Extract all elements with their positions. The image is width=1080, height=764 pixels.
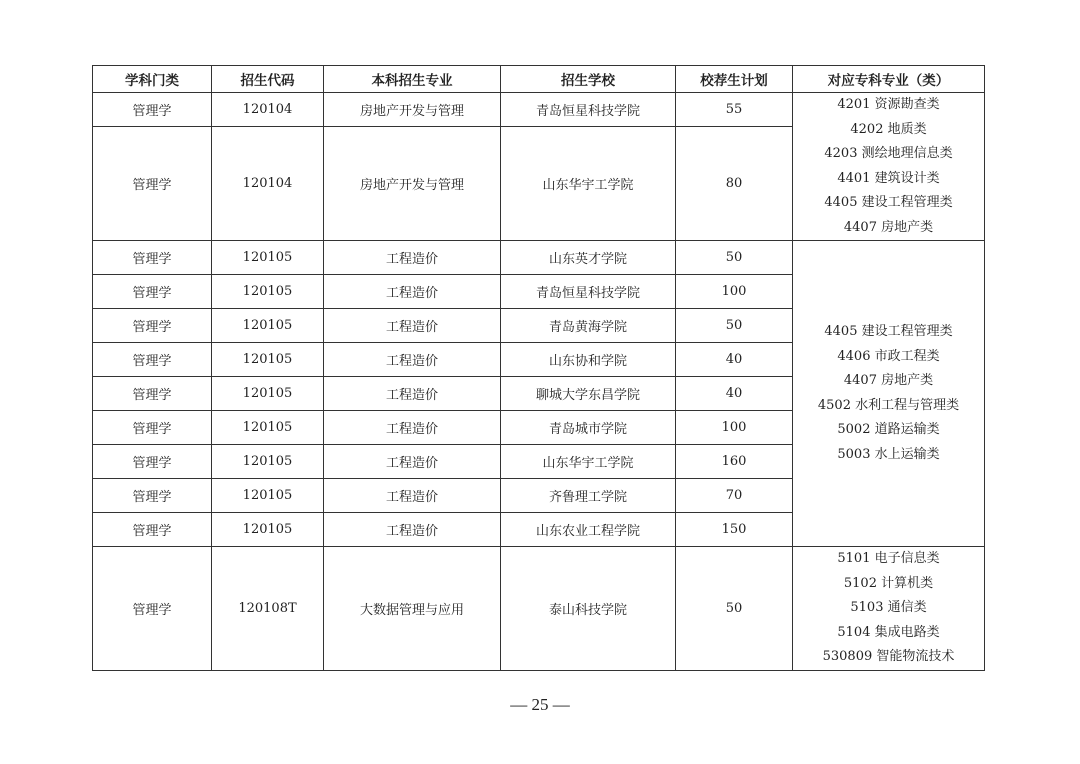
mapped-major: 4201 资源勘查类 (837, 97, 940, 112)
code-cell: 120105 (212, 445, 324, 479)
category-cell: 管理学 (93, 513, 212, 547)
page-number: — 25 — (510, 695, 570, 714)
header-category: 学科门类 (93, 66, 212, 93)
mapped-majors-cell (793, 547, 985, 671)
code-cell: 120105 (212, 309, 324, 343)
category-cell: 管理学 (93, 93, 212, 127)
mapped-major: 4405 建设工程管理类 (824, 195, 953, 210)
code-cell: 120105 (212, 241, 324, 275)
enrollment-table (92, 65, 985, 671)
plan-cell: 160 (676, 445, 793, 479)
major-cell: 工程造价 (324, 411, 501, 445)
school-cell: 青岛恒星科技学院 (501, 275, 676, 309)
school-cell: 齐鲁理工学院 (501, 479, 676, 513)
code-cell: 120105 (212, 513, 324, 547)
header-mapped-majors: 对应专科专业（类） (793, 66, 985, 93)
mapped-major: 4406 市政工程类 (837, 348, 940, 364)
mapped-major: 4407 房地产类 (843, 219, 934, 235)
header-code: 招生代码 (212, 66, 324, 93)
category-cell: 管理学 (93, 343, 212, 377)
table-row (93, 547, 985, 671)
school-cell: 青岛恒星科技学院 (501, 93, 676, 127)
code-cell: 120105 (212, 275, 324, 309)
school-cell: 泰山科技学院 (501, 547, 676, 671)
code-cell: 120105 (212, 377, 324, 411)
code-cell: 120105 (212, 479, 324, 513)
school-cell: 青岛城市学院 (501, 411, 676, 445)
code-cell: 120108T (212, 547, 324, 671)
header-major: 本科招生专业 (324, 66, 501, 93)
code-cell: 120105 (212, 343, 324, 377)
major-cell: 工程造价 (324, 377, 501, 411)
school-cell: 聊城大学东昌学院 (501, 377, 676, 411)
category-cell: 管理学 (93, 411, 212, 445)
mapped-major: 5101 电子信息类 (837, 551, 940, 566)
major-cell: 工程造价 (324, 309, 501, 343)
plan-cell: 40 (676, 343, 793, 377)
plan-cell: 80 (676, 127, 793, 241)
plan-cell: 70 (676, 479, 793, 513)
plan-cell: 50 (676, 309, 793, 343)
school-cell: 山东华宇工学院 (501, 445, 676, 479)
header-row (93, 66, 985, 93)
mapped-majors-cell (793, 241, 985, 547)
mapped-major: 5103 通信类 (850, 600, 927, 615)
major-cell: 大数据管理与应用 (324, 547, 501, 671)
mapped-major: 4401 建筑设计类 (837, 170, 940, 186)
category-cell: 管理学 (93, 547, 212, 671)
plan-cell: 50 (676, 547, 793, 671)
major-cell: 房地产开发与管理 (324, 93, 501, 127)
code-cell: 120105 (212, 411, 324, 445)
mapped-major: 5003 水上运输类 (837, 446, 940, 462)
plan-cell: 100 (676, 411, 793, 445)
category-cell: 管理学 (93, 275, 212, 309)
school-cell: 山东华宇工学院 (501, 127, 676, 241)
mapped-major: 5102 计算机类 (843, 575, 934, 591)
major-cell: 房地产开发与管理 (324, 127, 501, 241)
major-cell: 工程造价 (324, 343, 501, 377)
table-row (93, 93, 985, 127)
mapped-major: 4202 地质类 (850, 121, 927, 137)
plan-cell: 40 (676, 377, 793, 411)
header-school: 招生学校 (501, 66, 676, 93)
category-cell: 管理学 (93, 445, 212, 479)
major-cell: 工程造价 (324, 241, 501, 275)
mapped-major: 4203 测绘地理信息类 (824, 146, 953, 161)
mapped-major: 4502 水利工程与管理类 (817, 397, 960, 413)
mapped-majors-cell (793, 93, 985, 241)
category-cell: 管理学 (93, 241, 212, 275)
category-cell: 管理学 (93, 127, 212, 241)
mapped-major: 5002 道路运输类 (837, 422, 940, 437)
school-cell: 山东协和学院 (501, 343, 676, 377)
code-cell: 120104 (212, 93, 324, 127)
mapped-major: 5104 集成电路类 (837, 624, 940, 640)
mapped-major: 4407 房地产类 (843, 373, 934, 388)
header-plan: 校荐生计划 (676, 66, 793, 93)
table-row (93, 241, 985, 275)
mapped-major: 4405 建设工程管理类 (824, 324, 953, 339)
major-cell: 工程造价 (324, 445, 501, 479)
school-cell: 青岛黄海学院 (501, 309, 676, 343)
plan-cell: 55 (676, 93, 793, 127)
major-cell: 工程造价 (324, 513, 501, 547)
major-cell: 工程造价 (324, 275, 501, 309)
category-cell: 管理学 (93, 309, 212, 343)
school-cell: 山东英才学院 (501, 241, 676, 275)
plan-cell: 50 (676, 241, 793, 275)
plan-cell: 100 (676, 275, 793, 309)
school-cell: 山东农业工程学院 (501, 513, 676, 547)
category-cell: 管理学 (93, 377, 212, 411)
category-cell: 管理学 (93, 479, 212, 513)
mapped-major: 530809 智能物流技术 (822, 649, 955, 664)
code-cell: 120104 (212, 127, 324, 241)
plan-cell: 150 (676, 513, 793, 547)
major-cell: 工程造价 (324, 479, 501, 513)
